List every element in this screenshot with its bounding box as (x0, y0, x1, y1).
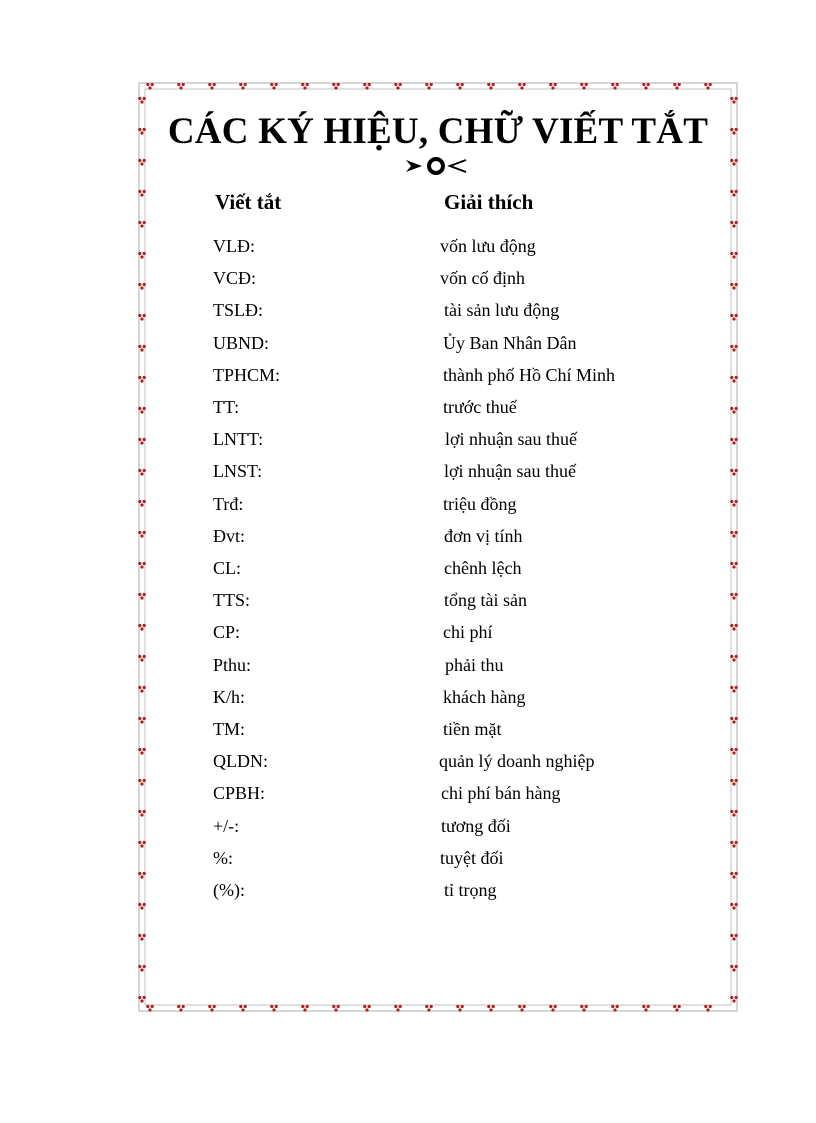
list-item (0, 365, 816, 397)
abbreviation: QLDN: (213, 751, 268, 772)
explanation: thành phố Hồ Chí Minh (443, 364, 616, 385)
list-item (0, 429, 816, 461)
list-item (0, 300, 816, 332)
explanation: khách hàng (443, 686, 526, 707)
explanation: lợi nhuận sau thuế (445, 429, 577, 450)
explanation: tài sản lưu động (444, 300, 560, 321)
explanation: quản lý doanh nghiệp (439, 751, 595, 772)
explanation: chi phí (443, 622, 493, 643)
list-item (0, 236, 816, 268)
abbreviation: VLĐ: (213, 236, 255, 256)
explanation: chi phí bán hàng (441, 783, 561, 804)
abbreviation: LNST: (213, 461, 263, 482)
list-item (0, 655, 816, 687)
explanation: đơn vị tính (444, 525, 523, 546)
abbreviation: Đvt: (213, 525, 246, 546)
explanation: trước thuế (443, 397, 517, 417)
list-item (0, 558, 816, 590)
abbreviation: CPBH: (213, 783, 266, 804)
list-item (0, 880, 816, 912)
explanation: tiền mặt (443, 719, 502, 739)
abbreviation: UBND: (213, 332, 270, 353)
abbreviation: %: (213, 847, 233, 868)
list-item (0, 461, 816, 493)
abbreviation: TSLĐ: (213, 300, 264, 321)
explanation: tổng tài sản (444, 590, 527, 611)
abbreviation: (%): (213, 880, 245, 900)
explanation: tỉ trọng (444, 880, 497, 900)
abbreviation: K/h: (213, 686, 246, 707)
list-item (0, 687, 816, 719)
page-title: CÁC KÝ HIỆU, CHỮ VIẾT TẮT (167, 111, 709, 152)
explanation: phải thu (445, 654, 504, 675)
list-item (0, 268, 816, 300)
list-item (0, 848, 816, 880)
explanation: triệu đồng (443, 493, 517, 514)
list-item (0, 783, 816, 815)
abbreviation: TTS: (213, 590, 251, 611)
abbreviation: +/-: (213, 815, 240, 836)
explanation: lợi nhuận sau thuế (444, 461, 576, 482)
list-item (0, 751, 816, 783)
list-item (0, 526, 816, 558)
abbreviation: LNTT: (213, 429, 264, 450)
abbreviation: Pthu: (213, 654, 252, 675)
abbreviation: CP: (213, 622, 241, 643)
explanation: vốn lưu động (440, 236, 536, 256)
list-item (0, 622, 816, 654)
abbreviation: TM: (213, 719, 246, 739)
abbreviation: Trđ: (213, 493, 244, 514)
explanation: vốn cố định (440, 268, 525, 289)
column-header-explanation: Giải thích (444, 190, 534, 214)
ornament-icon (404, 154, 468, 178)
list-item (0, 494, 816, 526)
abbreviation: CL: (213, 558, 242, 578)
explanation: tuyệt đối (440, 847, 504, 868)
column-header-abbreviation: Viết tắt (215, 190, 282, 214)
explanation: chênh lệch (444, 558, 522, 578)
list-item (0, 719, 816, 751)
explanation: Ủy Ban Nhân Dân (443, 332, 577, 353)
abbreviation: TT: (213, 397, 240, 417)
list-item (0, 333, 816, 365)
list-item (0, 397, 816, 429)
list-item (0, 816, 816, 848)
list-item (0, 590, 816, 622)
abbreviation: TPHCM: (213, 364, 281, 385)
explanation: tương đối (441, 815, 511, 836)
abbreviation: VCĐ: (213, 268, 257, 289)
